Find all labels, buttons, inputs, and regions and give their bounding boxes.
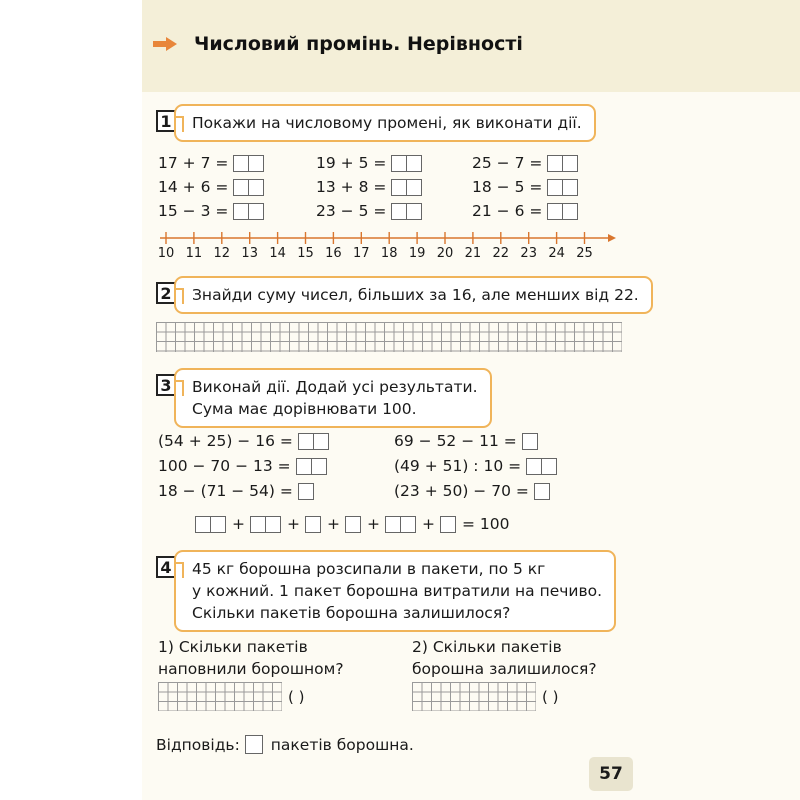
tick-label: 20: [436, 246, 454, 258]
expression: 18 − 5 =: [472, 178, 578, 196]
answer-cells[interactable]: [441, 516, 456, 533]
task-number: 4: [156, 556, 176, 578]
expression: 13 + 8 =: [316, 178, 422, 196]
tick-label: 10: [157, 246, 175, 258]
title-row: [152, 33, 523, 55]
answer-suffix: пакетів борошна.: [270, 735, 414, 754]
answer-cells[interactable]: [196, 516, 226, 533]
task-instruction: [174, 276, 653, 314]
expression: 25 − 7 =: [472, 154, 578, 172]
tick-label: 24: [548, 246, 565, 258]
task-text-line: 45 кг борошна розсипали в пакети, по 5 кг: [192, 560, 546, 578]
expression: 15 − 3 =: [158, 202, 264, 220]
expression: 14 + 6 =: [158, 178, 264, 196]
answer-cells[interactable]: [392, 179, 422, 196]
task-2: [156, 276, 653, 314]
expression: (49 + 51) : 10 =: [394, 457, 557, 475]
expression: 18 − (71 − 54) =: [158, 482, 314, 500]
answer-cells[interactable]: [299, 433, 329, 450]
task-instruction: [174, 104, 596, 142]
task-1: [156, 104, 596, 142]
task-text-line: у кожний. 1 пакет борошна витратили на печиво.: [192, 582, 603, 600]
task-text: Знайди суму чисел, більших за 16, але менших від 22.: [192, 286, 639, 304]
answer-cells[interactable]: [246, 735, 263, 754]
tick-label: 17: [353, 246, 370, 258]
question-1: 1) Скільки пакетів наповнили борошном?: [158, 638, 344, 678]
page-header: [142, 0, 800, 92]
answer-cells[interactable]: [548, 179, 578, 196]
answer-cells[interactable]: [346, 516, 361, 533]
tick-label: 23: [520, 246, 537, 258]
task-text-line: Виконай дії. Додай усі результати.: [192, 378, 478, 396]
expression: 100 − 70 − 13 =: [158, 457, 327, 475]
expression: 19 + 5 =: [316, 154, 422, 172]
task-text: Покажи на числовому промені, як виконати дії.: [192, 114, 582, 132]
answer-unit-paren[interactable]: ( ): [542, 688, 559, 706]
page-title: Числовий промінь. Нерівності: [194, 33, 523, 55]
answer-cells[interactable]: [306, 516, 321, 533]
expression: 23 − 5 =: [316, 202, 422, 220]
answer-grid[interactable]: [156, 322, 622, 352]
tick-label: 25: [576, 246, 593, 258]
tick-label: 13: [241, 246, 258, 258]
expression: 69 − 52 − 11 =: [394, 432, 538, 450]
answer-label: Відповідь:: [156, 735, 240, 754]
answer-cells[interactable]: [251, 516, 281, 533]
answer-grid[interactable]: [412, 682, 536, 711]
answer-cells[interactable]: [548, 203, 578, 220]
answer-cells[interactable]: [299, 483, 314, 500]
task-number: 1: [156, 110, 176, 132]
answer-grid[interactable]: [158, 682, 282, 711]
expression: 17 + 7 =: [158, 154, 264, 172]
number-line: [156, 228, 616, 258]
question-2: 2) Скільки пакетів борошна залишилося?: [412, 638, 597, 678]
arrow-right-icon: [152, 36, 178, 52]
task-number: 3: [156, 374, 176, 396]
answer-line: [156, 735, 414, 754]
tick-label: 16: [325, 246, 342, 258]
task-text-line: Сума має дорівнювати 100.: [192, 400, 417, 418]
answer-cells[interactable]: [386, 516, 416, 533]
answer-cells[interactable]: [234, 179, 264, 196]
expression: (54 + 25) − 16 =: [158, 432, 329, 450]
task-instruction: [174, 550, 616, 632]
answer-cells[interactable]: [297, 458, 327, 475]
expression: (23 + 50) − 70 =: [394, 482, 550, 500]
tick-label: 18: [380, 246, 398, 258]
tick-label: 21: [464, 246, 482, 258]
answer-cells[interactable]: [234, 155, 264, 172]
tick-label: 14: [269, 246, 286, 258]
task-text-line: Скільки пакетів борошна залишилося?: [192, 604, 511, 622]
answer-cells[interactable]: [535, 483, 550, 500]
page-number: 57: [589, 757, 633, 791]
task-3: [156, 368, 492, 428]
workbook-page: [142, 0, 800, 800]
sum-expression: + + + + + = 100: [196, 515, 510, 533]
task-4: [156, 550, 616, 632]
answer-cells[interactable]: [527, 458, 557, 475]
tick-label: 12: [213, 246, 231, 258]
expression: 21 − 6 =: [472, 202, 578, 220]
answer-cells[interactable]: [392, 155, 422, 172]
tick-label: 22: [492, 246, 510, 258]
answer-cells[interactable]: [523, 433, 538, 450]
tick-label: 19: [408, 246, 426, 258]
answer-cells[interactable]: [548, 155, 578, 172]
tick-label: 11: [185, 246, 203, 258]
task-number: 2: [156, 282, 176, 304]
task-instruction: [174, 368, 492, 428]
tick-label: 15: [297, 246, 314, 258]
answer-cells[interactable]: [392, 203, 422, 220]
answer-cells[interactable]: [234, 203, 264, 220]
answer-unit-paren[interactable]: ( ): [288, 688, 305, 706]
